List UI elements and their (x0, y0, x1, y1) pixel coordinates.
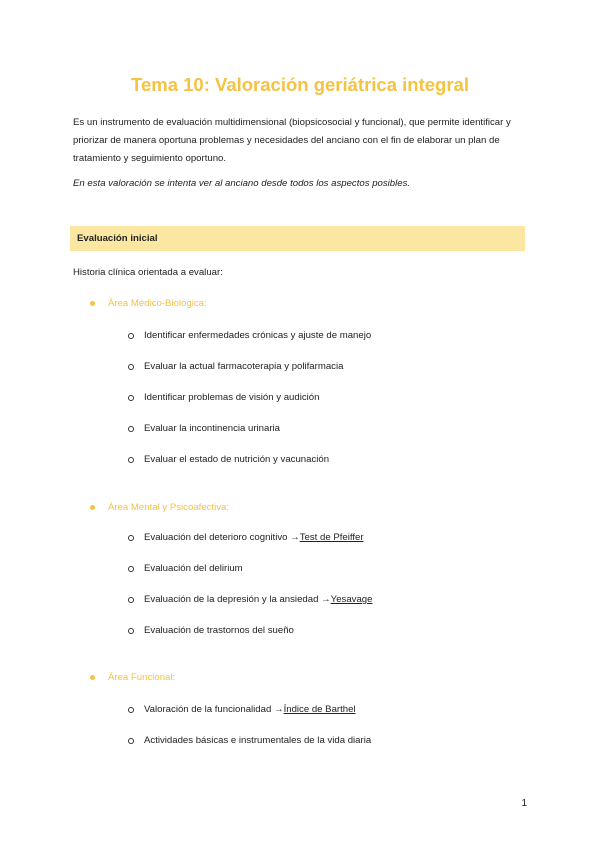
area-heading-mental (90, 502, 229, 513)
page-title: Tema 10: Valoración geriátrica integral (131, 74, 469, 95)
bullet-circle-icon (128, 628, 134, 634)
bullet-dot-icon (90, 675, 95, 680)
indice-barthel-link[interactable]: Índice de Barthel (283, 704, 356, 715)
item-text: Actividades básicas e instrumentales de la vida diaria (144, 735, 372, 746)
item-text: Identificar problemas de visión y audición (144, 392, 320, 403)
bullet-circle-icon (128, 566, 134, 572)
list-item (128, 330, 371, 341)
list-item (128, 594, 372, 605)
item-text: Evaluar la incontinencia urinaria (144, 423, 280, 434)
bullet-circle-icon (128, 597, 134, 603)
bullet-dot-icon (90, 301, 95, 306)
test-pfeiffer-link[interactable]: Test de Pfeiffer (299, 532, 364, 543)
list-item (128, 423, 280, 434)
bullet-circle-icon (128, 738, 134, 744)
list-item (128, 704, 356, 715)
bullet-circle-icon (128, 333, 134, 339)
item-text: Evaluación del delirium (144, 563, 243, 574)
list-item (128, 532, 364, 543)
list-item (128, 454, 329, 465)
item-text: Valoración de la funcionalidad → (144, 704, 284, 715)
list-item (128, 392, 319, 403)
bullet-dot-icon (90, 505, 95, 510)
lead-text: Historia clínica orientada a evaluar: (73, 267, 223, 278)
area-label: Área Funcional: (108, 672, 176, 683)
item-text: Evaluar la actual farmacoterapia y polifarmacia (144, 361, 344, 372)
italic-note: En esta valoración se intenta ver al anciano desde todos los aspectos posibles. (73, 178, 411, 189)
bullet-circle-icon (128, 426, 134, 432)
list-item (128, 625, 294, 636)
list-item (128, 563, 243, 574)
area-label: Área Mental y Psicoafectiva: (108, 502, 230, 513)
bullet-circle-icon (128, 364, 134, 370)
bullet-circle-icon (128, 535, 134, 541)
item-text: Identificar enfermedades crónicas y ajuste de manejo (144, 330, 372, 341)
yesavage-link[interactable]: Yesavage (330, 594, 373, 605)
list-item (128, 735, 371, 746)
item-text: Evaluación de trastornos del sueño (144, 625, 294, 636)
bullet-circle-icon (128, 395, 134, 401)
area-heading-medico (90, 298, 207, 309)
item-text: Evaluación de la depresión y la ansiedad → (144, 594, 331, 605)
page-number: 1 (521, 798, 527, 809)
area-heading-funcional (90, 672, 175, 683)
item-text: Evaluar el estado de nutrición y vacunación (144, 454, 330, 465)
bullet-circle-icon (128, 457, 134, 463)
intro-paragraph: Es un instrumento de evaluación multidimensional (biopsicosocial y funcional), que permite identificar y priorizar de manera oportuna problemas y necesidades del anciano con el fin de elaborar un plan de tratamiento y seguimiento oportuno. (73, 117, 511, 164)
item-text: Evaluación del deterioro cognitivo → (144, 532, 300, 543)
area-label: Área Médico-Biológica: (108, 298, 207, 309)
list-item (128, 361, 343, 372)
section-heading: Evaluación inicial (70, 226, 525, 251)
bullet-circle-icon (128, 707, 134, 713)
